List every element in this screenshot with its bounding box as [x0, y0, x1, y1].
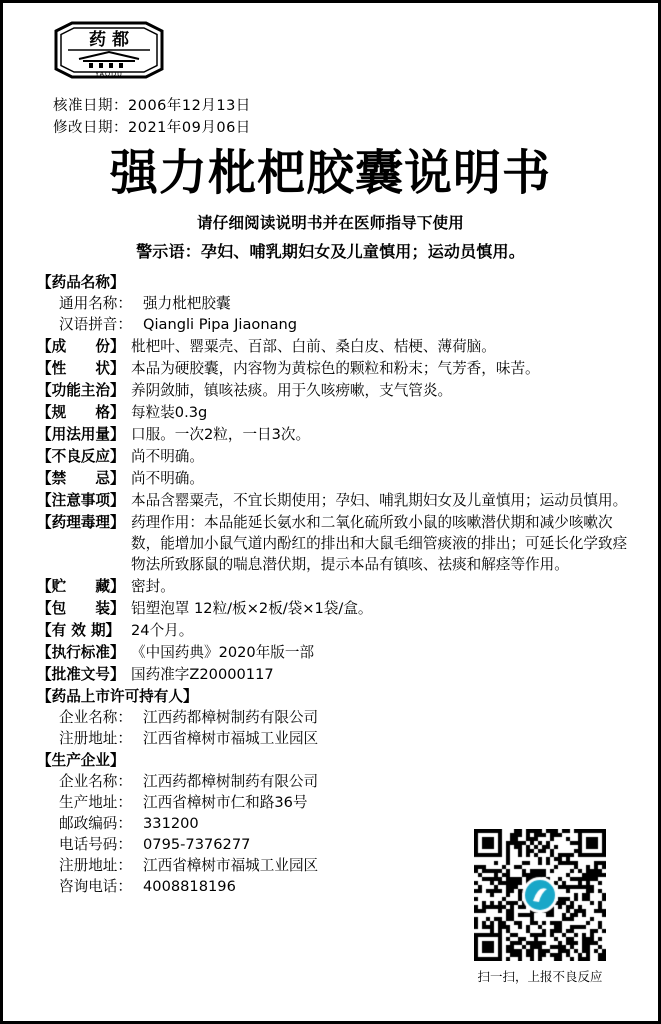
revision-date: 修改日期：2021年09月06日	[53, 120, 251, 136]
sub-key: 注册地址：	[59, 856, 132, 874]
section-specification	[37, 402, 632, 423]
section-contraindications	[37, 468, 632, 489]
section-label: 【注意事项】	[37, 491, 125, 509]
section-adverse-reactions	[37, 446, 632, 467]
section-approval-number	[37, 664, 632, 685]
section-mah	[37, 686, 632, 749]
sub-row	[59, 707, 632, 728]
section-value: 24个月。	[131, 621, 194, 639]
qr-section	[466, 829, 614, 985]
qr-caption: 扫一扫，上报不良反应	[477, 969, 603, 984]
section-value: 口服。一次2粒，一日3次。	[131, 425, 311, 443]
section-value: 药理作用：本品能延长氨水和二氧化硫所致小鼠的咳嗽潜伏期和减少咳嗽次数，能增加小鼠气道内酚红的排出和大鼠毛细管痰液的排出；可延长化学致痉物法所致豚鼠的喘息潜伏期，提示本品有镇咳、祛痰和解痉等作用。	[131, 513, 628, 573]
page-title: 强力枇杷胶囊说明书	[109, 145, 551, 201]
sub-value: 江西省樟树市福城工业园区	[143, 856, 319, 874]
section-value: 养阴敛肺，镇咳祛痰。用于久咳痨嗽，支气管炎。	[131, 381, 453, 399]
svg-text:YAODU: YAODU	[95, 70, 123, 78]
section-label: 【生产企业】	[37, 751, 125, 769]
sub-value: 0795-7376277	[143, 835, 251, 853]
section-indications	[37, 380, 632, 401]
sub-row	[59, 728, 632, 749]
section-pharmacology	[37, 512, 632, 575]
sub-value: 江西省樟树市仁和路36号	[143, 793, 308, 811]
section-label: 【禁 忌】	[37, 469, 125, 487]
sub-key: 企业名称：	[59, 708, 132, 726]
section-packaging	[37, 598, 632, 619]
section-label: 【贮 藏】	[37, 577, 125, 595]
sub-value: 江西药都樟树制药有限公司	[143, 708, 319, 726]
sub-value: Qiangli Pipa Jiaonang	[143, 315, 298, 333]
qr-code[interactable]	[474, 829, 606, 961]
section-label: 【用法用量】	[37, 425, 125, 443]
brand-logo	[53, 21, 165, 79]
sub-value: 强力枇杷胶囊	[143, 294, 231, 312]
section-precautions	[37, 490, 632, 511]
section-value: 《中国药典》2020年版一部	[131, 643, 315, 661]
sub-key: 邮政编码：	[59, 814, 132, 832]
section-label: 【包 装】	[37, 599, 125, 617]
section-appearance	[37, 358, 632, 379]
sub-key: 注册地址：	[59, 729, 132, 747]
sub-value: 江西药都樟树制药有限公司	[143, 772, 319, 790]
sub-key: 咨询电话：	[59, 877, 132, 895]
sub-row	[59, 293, 632, 314]
section-label: 【有 效 期】	[37, 621, 121, 639]
section-value: 枇杷叶、罂粟壳、百部、白前、桑白皮、桔梗、薄荷脑。	[131, 337, 496, 355]
section-ingredients	[37, 336, 632, 357]
section-value: 本品含罂粟壳，不宜长期使用；孕妇、哺乳期妇女及儿童慎用；运动员慎用。	[131, 491, 628, 509]
section-label: 【执行标准】	[37, 643, 125, 661]
date-block	[53, 95, 632, 139]
sub-key: 生产地址：	[59, 793, 132, 811]
section-label: 【性 状】	[37, 359, 125, 377]
section-label: 【药品上市许可持有人】	[37, 687, 198, 705]
section-value: 每粒装0.3g	[131, 403, 208, 421]
section-label: 【成 份】	[37, 337, 125, 355]
sub-row	[59, 314, 632, 335]
sub-value: 4008818196	[143, 877, 236, 895]
sub-key: 汉语拼音：	[59, 315, 132, 333]
sub-key: 企业名称：	[59, 772, 132, 790]
section-storage	[37, 576, 632, 597]
section-value: 本品为硬胶囊，内容物为黄棕色的颗粒和粉末；气芳香，味苦。	[131, 359, 540, 377]
svg-text:药 都: 药 都	[89, 30, 129, 50]
reading-instruction: 请仔细阅读说明书并在医师指导下使用	[197, 213, 464, 232]
approval-date: 核准日期：2006年12月13日	[53, 98, 251, 114]
section-value: 国药准字Z20000117	[131, 665, 274, 683]
sub-key: 电话号码：	[59, 835, 132, 853]
sub-row	[59, 771, 632, 792]
section-drug-name	[37, 272, 632, 335]
section-dosage	[37, 424, 632, 445]
section-label: 【药理毒理】	[37, 513, 125, 531]
section-label: 【不良反应】	[37, 447, 125, 465]
section-shelf-life	[37, 620, 632, 641]
sub-row	[59, 792, 632, 813]
warning-statement: 警示语：孕妇、哺乳期妇女及儿童慎用；运动员慎用。	[136, 241, 525, 261]
section-label: 【规 格】	[37, 403, 125, 421]
section-value: 尚不明确。	[131, 447, 204, 465]
section-label: 【功能主治】	[37, 381, 125, 399]
sub-key: 通用名称：	[59, 294, 132, 312]
section-standard	[37, 642, 632, 663]
section-value: 尚不明确。	[131, 469, 204, 487]
section-label: 【批准文号】	[37, 665, 125, 683]
section-value: 密封。	[131, 577, 175, 595]
section-label: 【药品名称】	[37, 273, 125, 291]
sub-value: 331200	[143, 814, 199, 832]
insert-body	[37, 272, 632, 897]
sub-value: 江西省樟树市福城工业园区	[143, 729, 319, 747]
section-value: 铝塑泡罩 12粒/板×2板/袋×1袋/盒。	[131, 599, 373, 617]
